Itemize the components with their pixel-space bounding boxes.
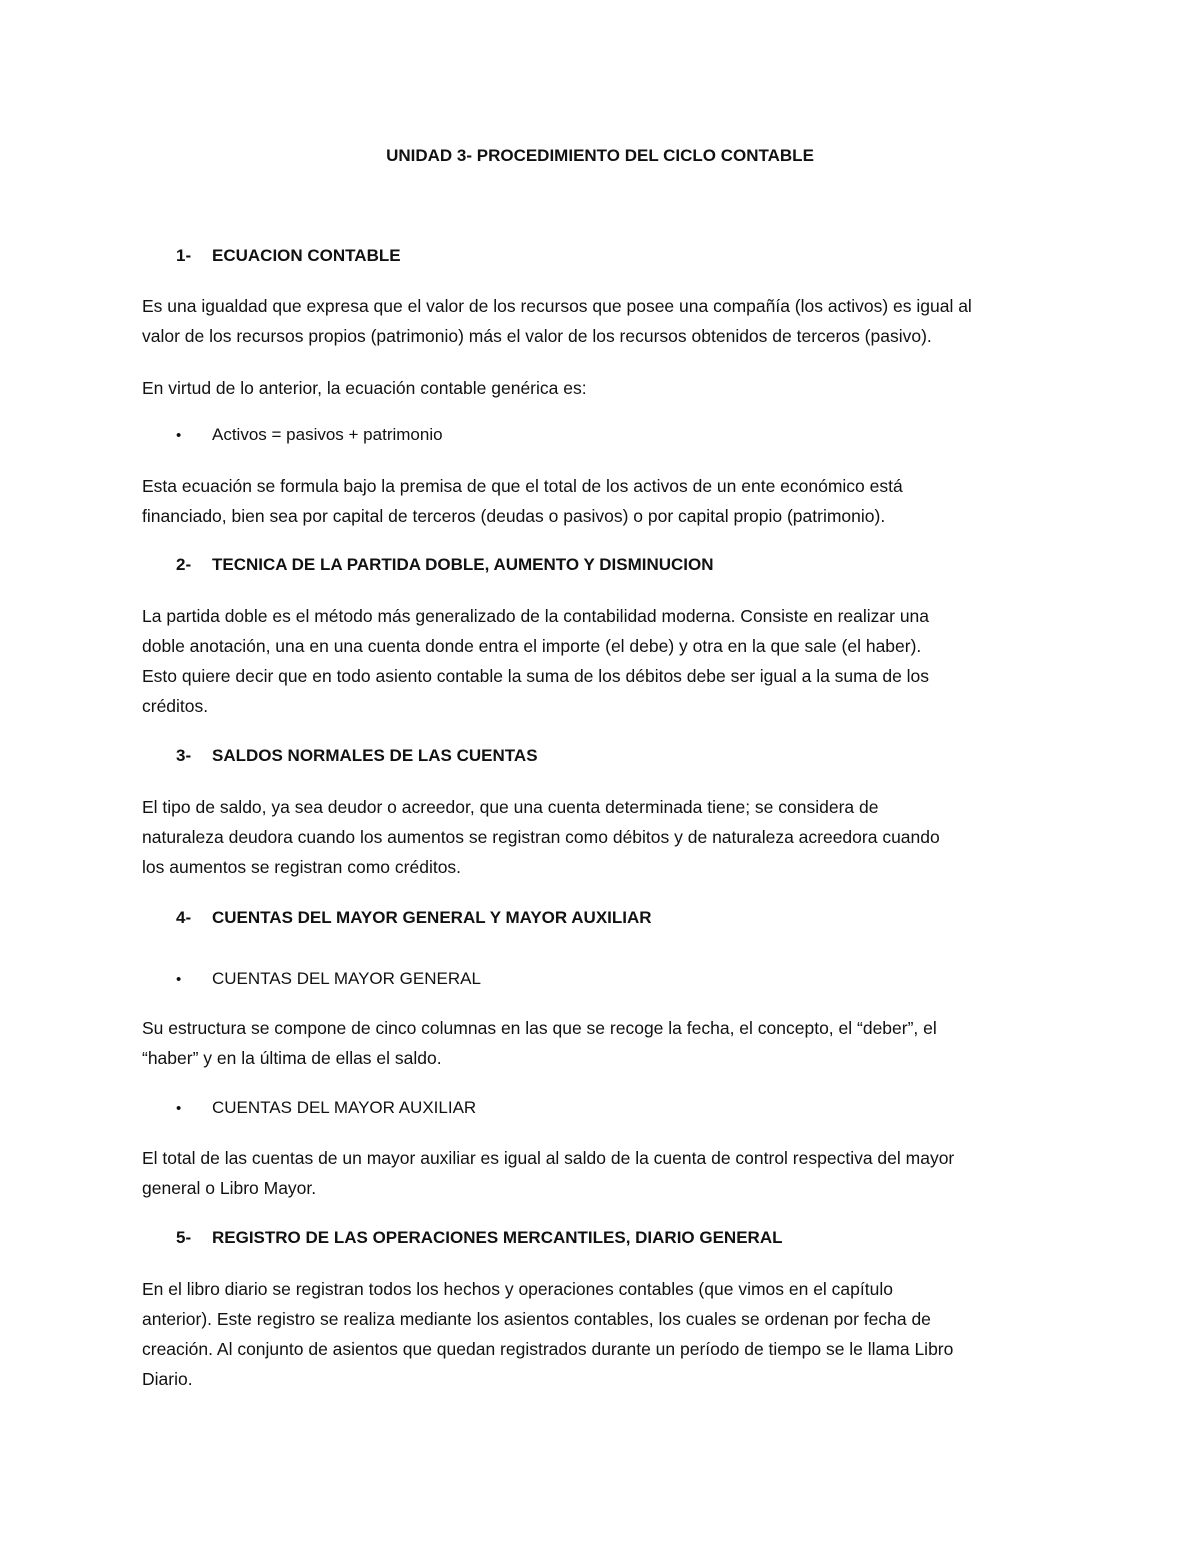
section-5-number: 5-: [176, 1228, 192, 1247]
section-1-bullet: [176, 425, 443, 445]
bullet-text: Activos = pasivos + patrimonio: [212, 425, 443, 444]
text-line: Esta ecuación se formula bajo la premisa de que el total de los activos de un ente económico está: [142, 476, 903, 496]
section-1-paragraph-3: [142, 471, 903, 531]
text-line: los aumentos se registran como créditos.: [142, 857, 462, 877]
section-1-paragraph-2: [142, 373, 587, 403]
text-line: anterior). Este registro se realiza mediante los asientos contables, los cuales se ordenan por fecha de: [142, 1309, 931, 1329]
text-line: valor de los recursos propios (patrimonio) más el valor de los recursos obtenidos de terceros (pasivo).: [142, 326, 932, 346]
text-line: Su estructura se compone de cinco columnas en las que se recoge la fecha, el concepto, el “deber”, el: [142, 1018, 937, 1038]
text-line: En virtud de lo anterior, la ecuación contable genérica es:: [142, 378, 587, 398]
text-line: doble anotación, una en una cuenta donde entra el importe (el debe) y otra en la que sale (el haber).: [142, 636, 922, 656]
text-line: creación. Al conjunto de asientos que quedan registrados durante un período de tiempo se le llama Libro: [142, 1339, 954, 1359]
text-line: “haber” y en la última de ellas el saldo.: [142, 1048, 442, 1068]
section-3-paragraph-1: [142, 792, 940, 882]
text-line: En el libro diario se registran todos los hechos y operaciones contables (que vimos en el capítulo: [142, 1279, 893, 1299]
text-line: El total de las cuentas de un mayor auxiliar es igual al saldo de la cuenta de control respectiva del mayor: [142, 1148, 955, 1168]
section-2-paragraph-1: [142, 601, 929, 721]
section-3-heading: [176, 746, 538, 766]
section-2-heading: [176, 555, 714, 575]
bullet-icon: •: [176, 1100, 182, 1117]
section-5-heading: [176, 1228, 783, 1248]
text-line: Diario.: [142, 1369, 193, 1389]
bullet-icon: •: [176, 971, 182, 988]
section-3-title: SALDOS NORMALES DE LAS CUENTAS: [212, 746, 538, 765]
section-4-paragraph-1: [142, 1013, 937, 1073]
section-4-heading: [176, 908, 652, 928]
bullet-text: CUENTAS DEL MAYOR GENERAL: [212, 969, 481, 988]
text-line: naturaleza deudora cuando los aumentos se registran como débitos y de naturaleza acreedora cuando: [142, 827, 940, 847]
section-4-paragraph-2: [142, 1143, 954, 1203]
bullet-text: CUENTAS DEL MAYOR AUXILIAR: [212, 1098, 477, 1117]
section-1-number: 1-: [176, 246, 192, 265]
bullet-icon: •: [176, 427, 182, 444]
section-5-title: REGISTRO DE LAS OPERACIONES MERCANTILES, DIARIO GENERAL: [212, 1228, 783, 1247]
page-title: UNIDAD 3- PROCEDIMIENTO DEL CICLO CONTABLE: [386, 146, 814, 165]
section-2-title: TECNICA DE LA PARTIDA DOBLE, AUMENTO Y DISMINUCION: [212, 555, 714, 574]
text-line: El tipo de saldo, ya sea deudor o acreedor, que una cuenta determinada tiene; se considera de: [142, 797, 879, 817]
section-1-heading: [176, 246, 401, 266]
text-line: La partida doble es el método más generalizado de la contabilidad moderna. Consiste en realizar una: [142, 606, 930, 626]
section-1-title: ECUACION CONTABLE: [212, 246, 401, 265]
section-4-number: 4-: [176, 908, 192, 927]
text-line: Esto quiere decir que en todo asiento contable la suma de los débitos debe ser igual a la suma de los: [142, 666, 930, 686]
section-3-number: 3-: [176, 746, 192, 765]
section-4-title: CUENTAS DEL MAYOR GENERAL Y MAYOR AUXILIAR: [212, 908, 652, 927]
section-4-bullet-1: [176, 969, 481, 989]
section-4-bullet-2: [176, 1098, 476, 1118]
text-line: Es una igualdad que expresa que el valor de los recursos que posee una compañía (los activos) es igual al: [142, 296, 972, 316]
text-line: general o Libro Mayor.: [142, 1178, 317, 1198]
section-2-number: 2-: [176, 555, 192, 574]
section-5-paragraph-1: [142, 1274, 953, 1394]
section-1-paragraph-1: [142, 291, 972, 351]
text-line: créditos.: [142, 696, 209, 716]
text-line: financiado, bien sea por capital de terceros (deudas o pasivos) o por capital propio (patrimonio).: [142, 506, 886, 526]
